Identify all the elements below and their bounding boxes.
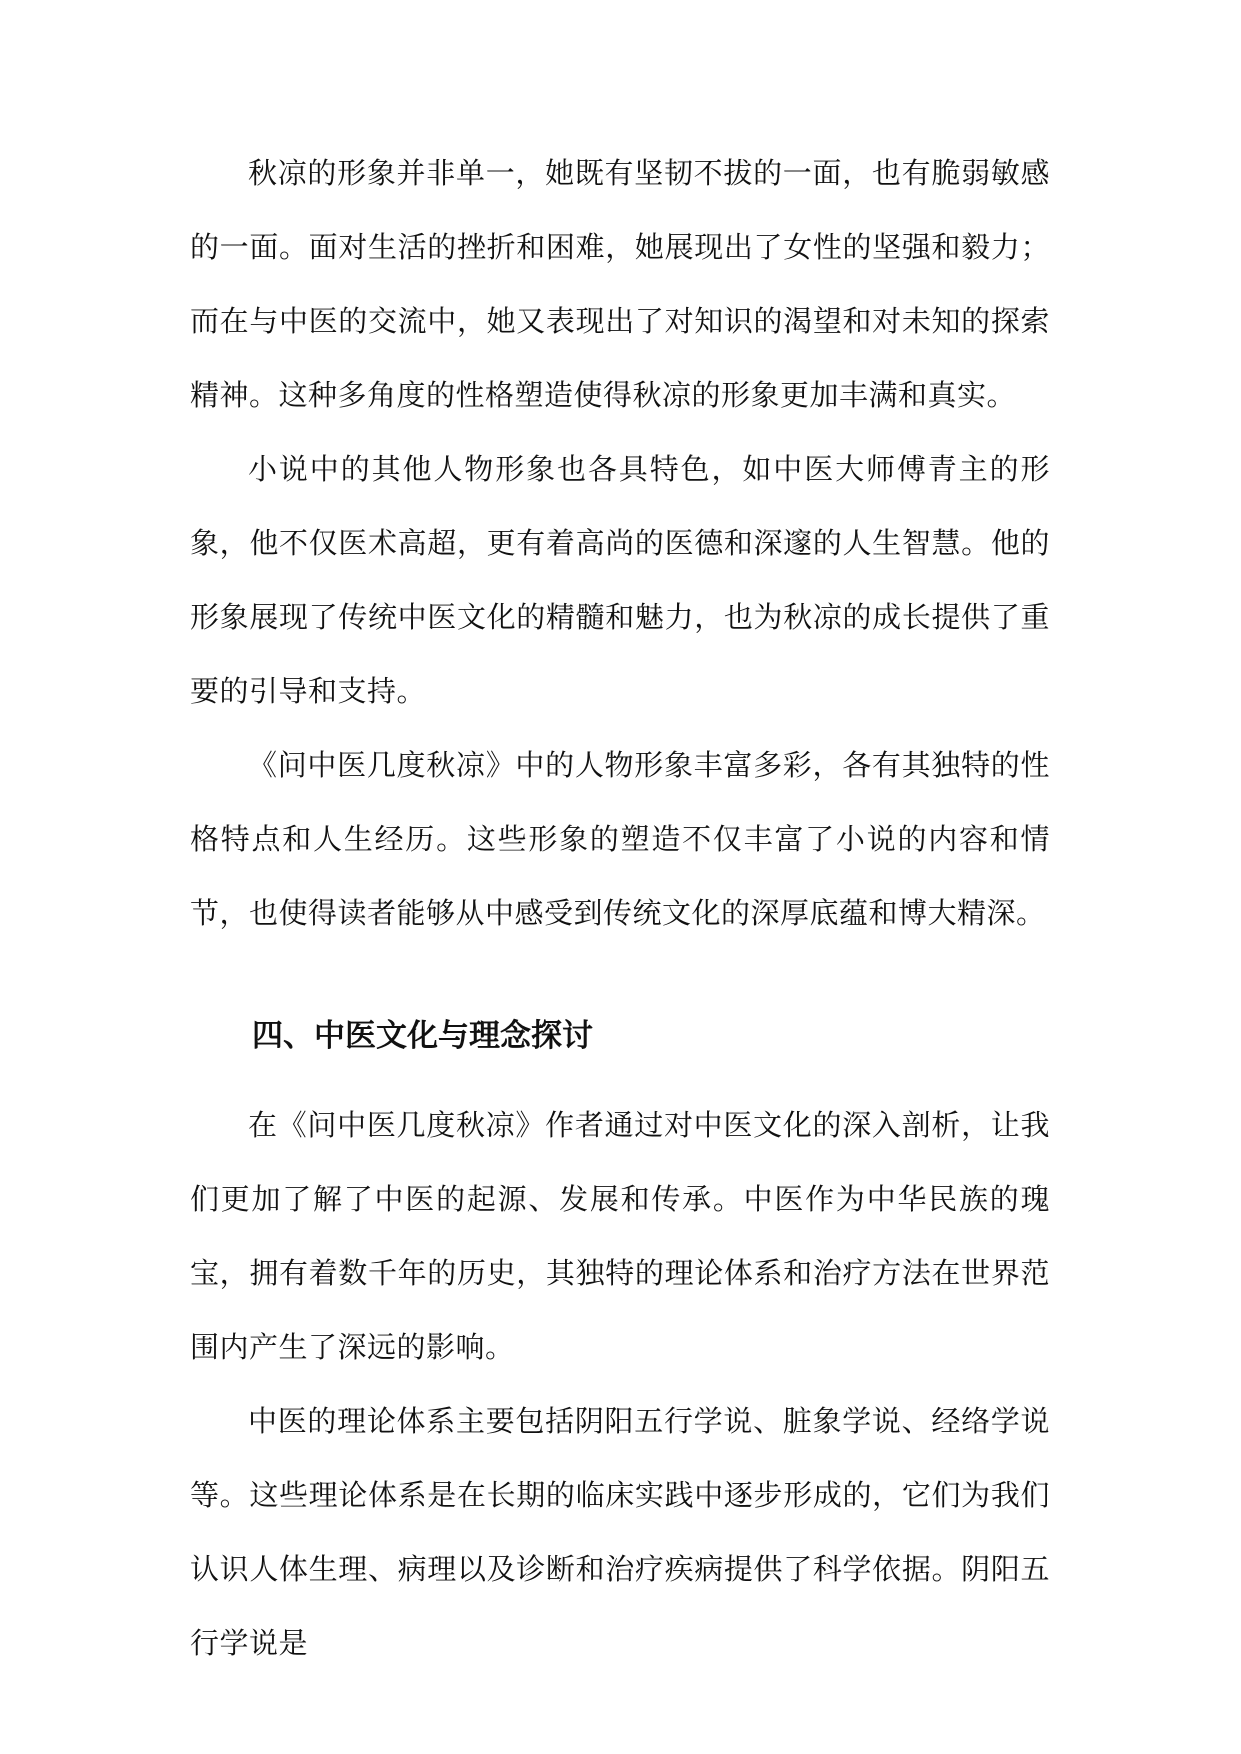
paragraph-tcm-culture: 在《问中医几度秋凉》作者通过对中医文化的深入剖析，让我们更加了解了中医的起源、发展和传承。中医作为中华民族的瑰宝，拥有着数千年的历史，其独特的理论体系和治疗方法在世界范围内产生了深远的影响。	[190, 1108, 1050, 1364]
section-heading: 四、中医文化与理念探讨	[252, 1018, 593, 1054]
paragraph-character-summary: 《问中医几度秋凉》中的人物形象丰富多彩，各有其独特的性格特点和人生经历。这些形象的塑造不仅丰富了小说的内容和情节，也使得读者能够从中感受到传统文化的深厚底蕴和博大精深。	[190, 748, 1050, 930]
paragraph-tcm-theory: 中医的理论体系主要包括阴阳五行学说、脏象学说、经络学说等。这些理论体系是在长期的临床实践中逐步形成的，它们为我们认识人体生理、病理以及诊断和治疗疾病提供了科学依据。阴阳五行学说是	[190, 1404, 1050, 1660]
paragraph-qiuliang-character: 秋凉的形象并非单一，她既有坚韧不拔的一面，也有脆弱敏感的一面。面对生活的挫折和困难，她展现出了女性的坚强和毅力；而在与中医的交流中，她又表现出了对知识的渴望和对未知的探索精神。这种多角度的性格塑造使得秋凉的形象更加丰满和真实。	[190, 156, 1050, 412]
paragraph-other-characters: 小说中的其他人物形象也各具特色，如中医大师傅青主的形象，他不仅医术高超，更有着高尚的医德和深邃的人生智慧。他的形象展现了传统中医文化的精髓和魅力，也为秋凉的成长提供了重要的引导和支持。	[190, 452, 1050, 708]
